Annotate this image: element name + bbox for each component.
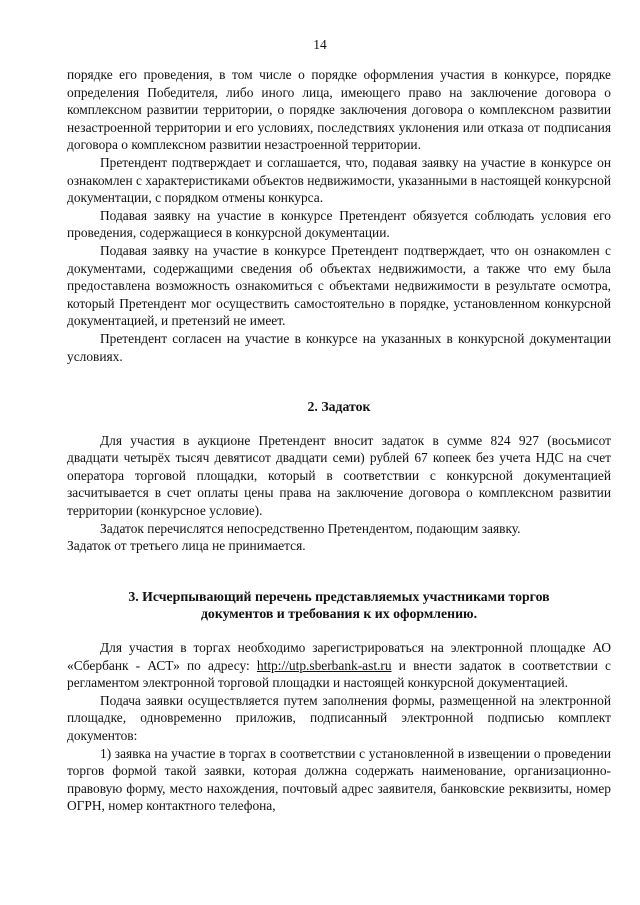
- section-heading-line: документов и требования к их оформлению.: [200, 606, 478, 622]
- section-heading-deposit: 2. Задаток: [307, 399, 371, 415]
- platform-link[interactable]: http://utp.sberbank-ast.ru: [256, 657, 392, 673]
- body-paragraph: Для участия в аукционе Претендент вносит задаток в сумме 824 927 (восьмисот двадцати четырёх тысяч девятисот двадцати семи) рублей 67 копеек без учета НДС на счет оператора торговой площадки, который в соответствии с конкурсной документацией засчитывается в счет оплаты цены права на заключение договора о комплексном развитии территории (конкурсное условие).: [67, 432, 611, 519]
- section-heading-line: 3. Исчерпывающий перечень представляемых участниками торгов: [128, 588, 550, 604]
- body-paragraph: Претендент согласен на участие в конкурсе на указанных в конкурсной документации условиях.: [67, 330, 611, 364]
- body-paragraph: Подавая заявку на участие в конкурсе Претендент обязуется соблюдать условия его проведения, содержащиеся в конкурсной документации.: [67, 207, 611, 241]
- spacer: [67, 365, 611, 398]
- page-number: 14: [313, 37, 327, 52]
- body-paragraph: Претендент подтверждает и соглашается, что, подавая заявку на участие в конкурсе он ознакомлен с характеристиками объектов недвижимости, указанными в настоящей конкурсной документации, с порядком отмены конкурса.: [67, 154, 611, 206]
- section-heading-documents: [67, 588, 611, 623]
- document-body: [67, 66, 611, 815]
- body-paragraph: Задаток от третьего лица не принимается.: [67, 538, 306, 554]
- body-paragraph: порядке его проведения, в том числе о порядке оформления участия в конкурсе, порядке определения Победителя, либо иного лица, имеющего право на заключение договора о комплексном развитии территории, о порядке заключения договора о комплексном развитии незастроенной территории и его условиях, последствиях уклонения или отказа от подписания договора о комплексном развитии незастроенной территории.: [67, 67, 611, 153]
- paragraph-text: Для участия в торгах необходимо зарегистрироваться на электронной площадке АО «Сбербанк - АСТ» по адресу:: [67, 640, 611, 673]
- body-paragraph: 1) заявка на участие в торгах в соответствии с установленной в извещении о проведении торгов формой такой заявки, которая должна содержать наименование, организационно-правовую форму, место нахождения, почтовый адрес заявителя, банковские реквизиты, номер ОГРН, номер контактного телефона,: [67, 745, 611, 814]
- body-paragraph: [67, 639, 611, 692]
- spacer: [67, 555, 611, 588]
- spacer: [67, 416, 611, 432]
- body-paragraph: Подавая заявку на участие в конкурсе Претендент подтверждает, что он ознакомлен с документами, содержащими сведения об объектах недвижимости, а также что ему была предоставлена возможность ознакомиться с объектами недвижимости в результате осмотра, который Претендент мог осуществить самостоятельно в порядке, установленном конкурсной документацией, и претензий не имеет.: [67, 242, 611, 329]
- spacer: [67, 623, 611, 639]
- body-paragraph: Задаток перечислятся непосредственно Претендентом, подающим заявку.: [100, 520, 521, 536]
- body-paragraph: Подача заявки осуществляется путем заполнения формы, размещенной на электронной площадке, одновременно приложив, подписанный электронной подписью комплект документов:: [67, 692, 611, 743]
- paragraph-text: и внести задаток в соответствии с регламентом электронной торговой площадки и настоящей конкурсной документацией.: [67, 657, 611, 691]
